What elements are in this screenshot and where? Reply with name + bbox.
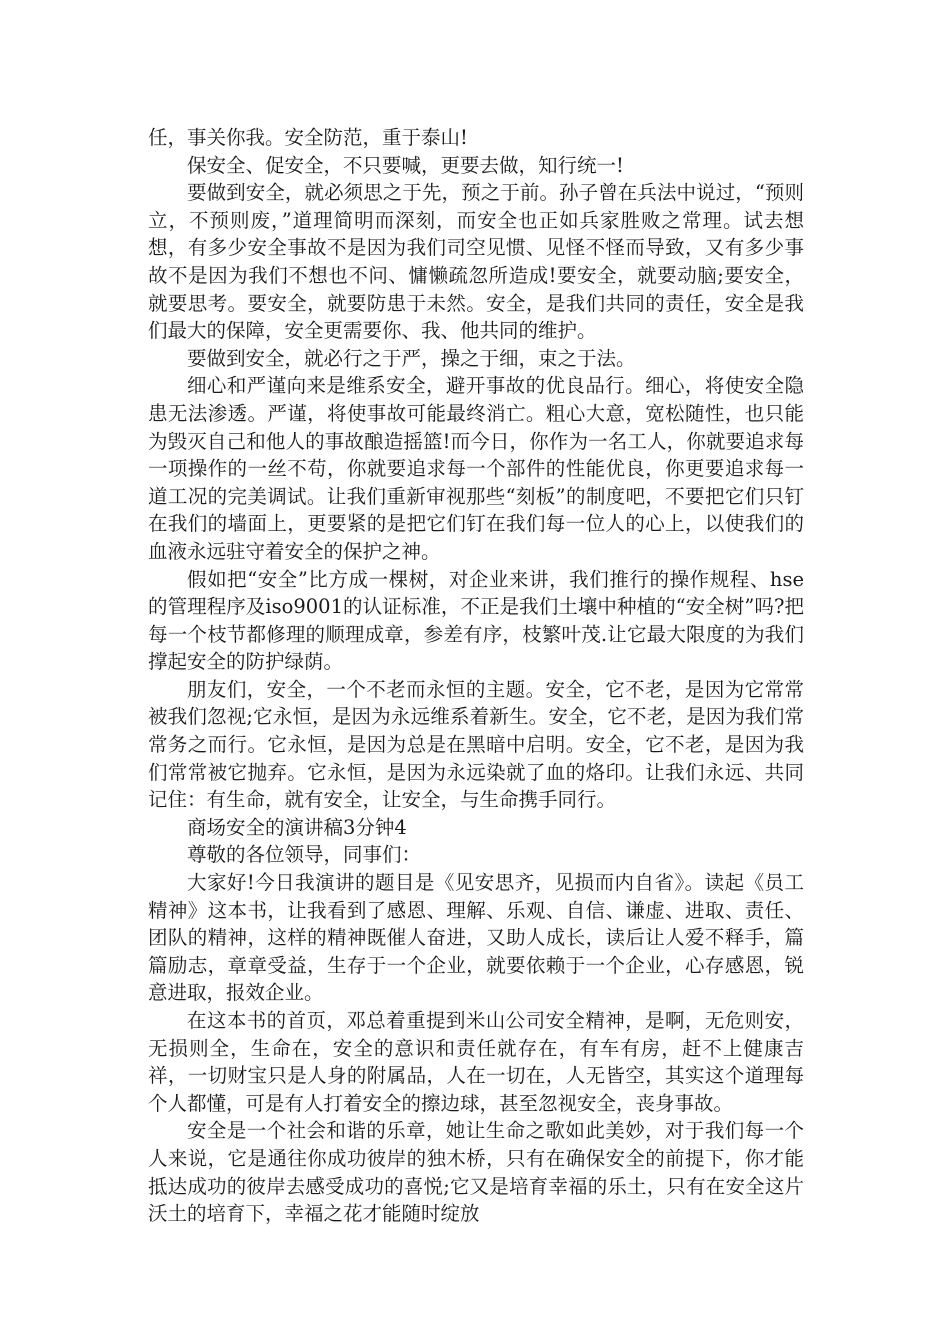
paragraph-5: 细心和严谨向来是维系安全，避开事故的优良品行。细心，将使安全隐患无法渗透。严谨，将使事故可能最终消亡。粗心大意，宽松随性，也只能为毁灭自己和他人的事故酿造摇篮!而今日，你作为一名工人，你就要追求每一项操作的一丝不苟，你就要追求每一个部件的性能优良，你更要追求每一道工况的完美调试。让我们重新审视那些“刻板”的制度吧，不要把它们只钉在我们的墙面上，更要紧的是把它们钉在我们每一位人的心上，以使我们的血液永远驻守着安全的保护之神。 [148,374,804,563]
section-heading: 商场安全的演讲稿3分钟4 [187,815,407,839]
paragraph-2: 保安全、促安全，不只要喊，更要去做，知行统一! [187,153,624,177]
paragraph-4: 要做到安全，就必行之于严，操之于细，束之于法。 [187,346,636,370]
paragraph-1: 任，事关你我。安全防范，重于泰山! [148,126,468,149]
paragraph-3: 要做到安全，就必须思之于先，预之于前。孙子曾在兵法中说过，“预则立，不预则废，”道理简明而深刻，而安全也正如兵家胜败之常理。试去想想，有多少安全事故不是因为我们司空见惯、见怪不怪而导致，又有多少事故不是因为我们不想也不问、慵懒疏忽所造成!要安全，就要动脑;要安全，就要思考。要安全，就要防患于未然。安全，是我们共同的责任，安全是我们最大的保障，安全更需要你、我、他共同的维护。 [148,181,804,343]
document-body [148,124,804,1228]
paragraph-10: 大家好!今日我演讲的题目是《见安思齐，见损而内自省》。读起《员工精神》这本书，让我看到了感恩、理解、乐观、自信、谦虚、进取、责任、团队的精神，这样的精神既催人奋进，又助人成长，读后让人爱不释手，篇篇励志，章章受益，生存于一个企业，就要依赖于一个企业，心存感恩，锐意进取，报效企业。 [148,871,804,1005]
paragraph-7: 朋友们，安全，一个不老而永恒的主题。安全，它不老，是因为它常常被我们忽视;它永恒，是因为永远维系着新生。安全，它不老，是因为我们常常务之而行。它永恒，是因为总是在黑暗中启明。安全，它不老，是因为我们常常被它抛弃。它永恒，是因为永远染就了血的烙印。让我们永远、共同记住：有生命，就有安全，让安全，与生命携手同行。 [148,677,804,812]
paragraph-11: 在这本书的首页，邓总着重提到米山公司安全精神，是啊，无危则安，无损则全，生命在，安全的意识和责任就存在，有车有房，赶不上健康吉祥，一切财宝只是人身的附属品，人在一切在，人无皆空，其实这个道理每个人都懂，可是有人打着安全的擦边球，甚至忽视安全，丧身事故。 [148,1009,804,1115]
paragraph-12: 安全是一个社会和谐的乐章，她让生命之歌如此美妙，对于我们每一个人来说，它是通往你成功彼岸的独木桥，只有在确保安全的前提下，你才能抵达成功的彼岸去感受成功的喜悦;它又是培育幸福的乐土，只有在安全这片沃土的培育下，幸福之花才能随时绽放 [148,1119,804,1226]
paragraph-6: 假如把“安全”比方成一棵树，对企业来讲，我们推行的操作规程、hse的管理程序及iso9001的认证标准，不正是我们土壤中种植的“安全树”吗?把每一个枝节都修理的顺理成章，参差有序，枝繁叶茂.让它最大限度的为我们撑起安全的防护绿荫。 [148,567,804,674]
salutation: 尊敬的各位领导，同事们： [187,843,422,867]
